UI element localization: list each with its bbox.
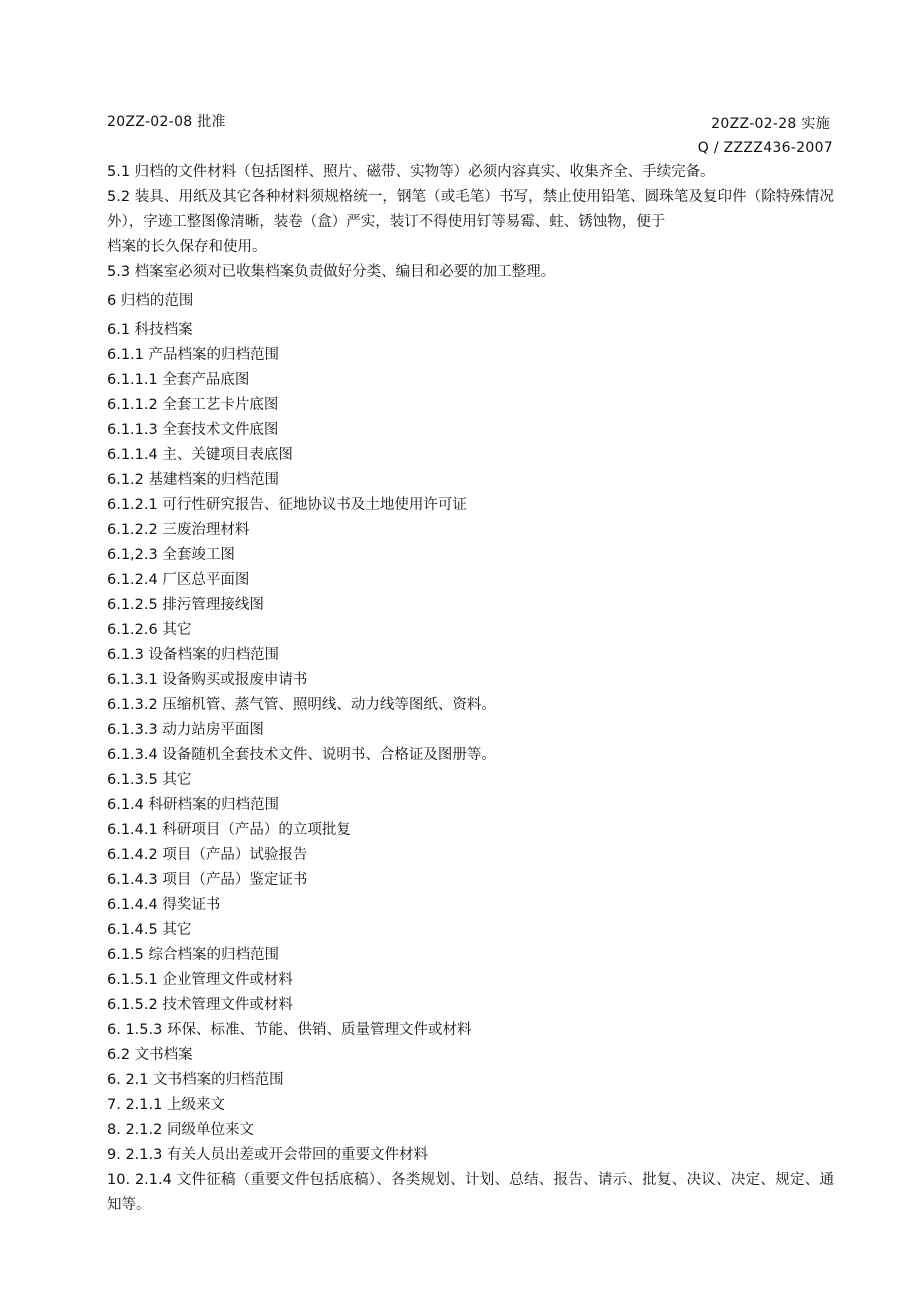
clause-6-1-1-3: 6.1.1.3 全套技术文件底图	[107, 422, 279, 438]
clause-6-1-5-2: 6.1.5.2 技术管理文件或材料	[107, 997, 293, 1013]
clause-5-1: 5.1 归档的文件材料（包括图样、照片、磁带、实物等）必须内容真实、收集齐全、手续完备。	[107, 164, 715, 180]
clause-6-1-4-1: 6.1.4.1 科研项目（产品）的立项批复	[107, 822, 351, 838]
clause-8-2-1-2: 8. 2.1.2 同级单位来文	[107, 1122, 254, 1138]
clause-6-1-3-5: 6.1.3.5 其它	[107, 772, 192, 788]
clause-6-2: 6.2 文书档案	[107, 1047, 193, 1063]
clause-6-1-3-1: 6.1.3.1 设备购买或报废申请书	[107, 672, 308, 688]
clause-6-1-2-5: 6.1.2.5 排污管理接线图	[107, 597, 264, 613]
clause-7-2-1-1: 7. 2.1.1 上级来文	[107, 1097, 225, 1113]
implementation-date: 20ZZ-02-28 实施	[711, 116, 830, 132]
document-header	[107, 111, 830, 133]
section-6-heading: 6 归档的范围	[107, 293, 194, 309]
clause-6-1-3-3: 6.1.3.3 动力站房平面图	[107, 722, 264, 738]
clause-6-1-1-2: 6.1.1.2 全套工艺卡片底图	[107, 397, 279, 413]
clause-6-1-4-3: 6.1.4.3 项目（产品）鉴定证书	[107, 872, 308, 888]
clause-6-1-4: 6.1.4 科研档案的归档范围	[107, 797, 280, 813]
clause-9-2-1-3: 9. 2.1.3 有关人员出差或开会带回的重要文件材料	[107, 1147, 428, 1163]
clause-6-1-2-2: 6.1.2.2 三废治理材料	[107, 522, 250, 538]
clause-6-1-2-1: 6.1.2.1 可行性研究报告、征地协议书及土地使用许可证	[107, 497, 467, 513]
clause-6-1-5: 6.1.5 综合档案的归档范围	[107, 947, 280, 963]
clause-6-1-2-6: 6.1.2.6 其它	[107, 622, 192, 638]
clause-6-1-1: 6.1.1 产品档案的归档范围	[107, 347, 280, 363]
clause-6-1-3: 6.1.3 设备档案的归档范围	[107, 647, 280, 663]
document-body	[107, 160, 834, 1218]
clause-10-2-1-4: 10. 2.1.4 文件征稿（重要文件包括底稿）、各类规划、计划、总结、报告、请示、批复、决议、决定、规定、通知等。	[107, 1172, 834, 1213]
clause-6-1-1-4: 6.1.1.4 主、关键项目表底图	[107, 447, 293, 463]
clause-6-1-2-3: 6.1,2.3 全套竣工图	[107, 547, 235, 563]
clause-6-1-1-1: 6.1.1.1 全套产品底图	[107, 372, 250, 388]
clause-5-3: 5.3 档案室必须对已收集档案负责做好分类、编目和必要的加工整理。	[107, 264, 556, 280]
clause-6-1-4-5: 6.1.4.5 其它	[107, 922, 192, 938]
clause-6-1-3-4: 6.1.3.4 设备随机全套技术文件、说明书、合格证及图册等。	[107, 747, 496, 763]
approval-date: 20ZZ-02-08 批准	[107, 114, 226, 130]
clause-6-1-2-4: 6.1.2.4 厂区总平面图	[107, 572, 250, 588]
clause-6-1-2: 6.1.2 基建档案的归档范围	[107, 472, 280, 488]
clause-6-2-1: 6. 2.1 文书档案的归档范围	[107, 1072, 284, 1088]
clause-6-1-5-1: 6.1.5.1 企业管理文件或材料	[107, 972, 293, 988]
clause-6-1-4-2: 6.1.4.2 项目（产品）试验报告	[107, 847, 308, 863]
clause-6-1-3-2: 6.1.3.2 压缩机管、蒸气管、照明线、动力线等图纸、资料。	[107, 697, 496, 713]
clause-6-1-4-4: 6.1.4.4 得奖证书	[107, 897, 221, 913]
standard-code: Q / ZZZZ436-2007	[697, 140, 833, 156]
clause-6-1: 6.1 科技档案	[107, 322, 193, 338]
clause-6-1-5-3: 6. 1.5.3 环保、标准、节能、供销、质量管理文件或材料	[107, 1022, 472, 1038]
clause-5-2-continued: 档案的长久保存和使用。	[107, 239, 267, 255]
clause-5-2: 5.2 装具、用纸及其它各种材料须规格统一，钢笔（或毛笔）书写，禁止使用铅笔、圆珠笔及复印件（除特殊情况外），字迹工整图像清晰，装卷（盒）严实，装订不得使用钉等易霉、蛀、锈蚀物，便于	[107, 189, 834, 230]
